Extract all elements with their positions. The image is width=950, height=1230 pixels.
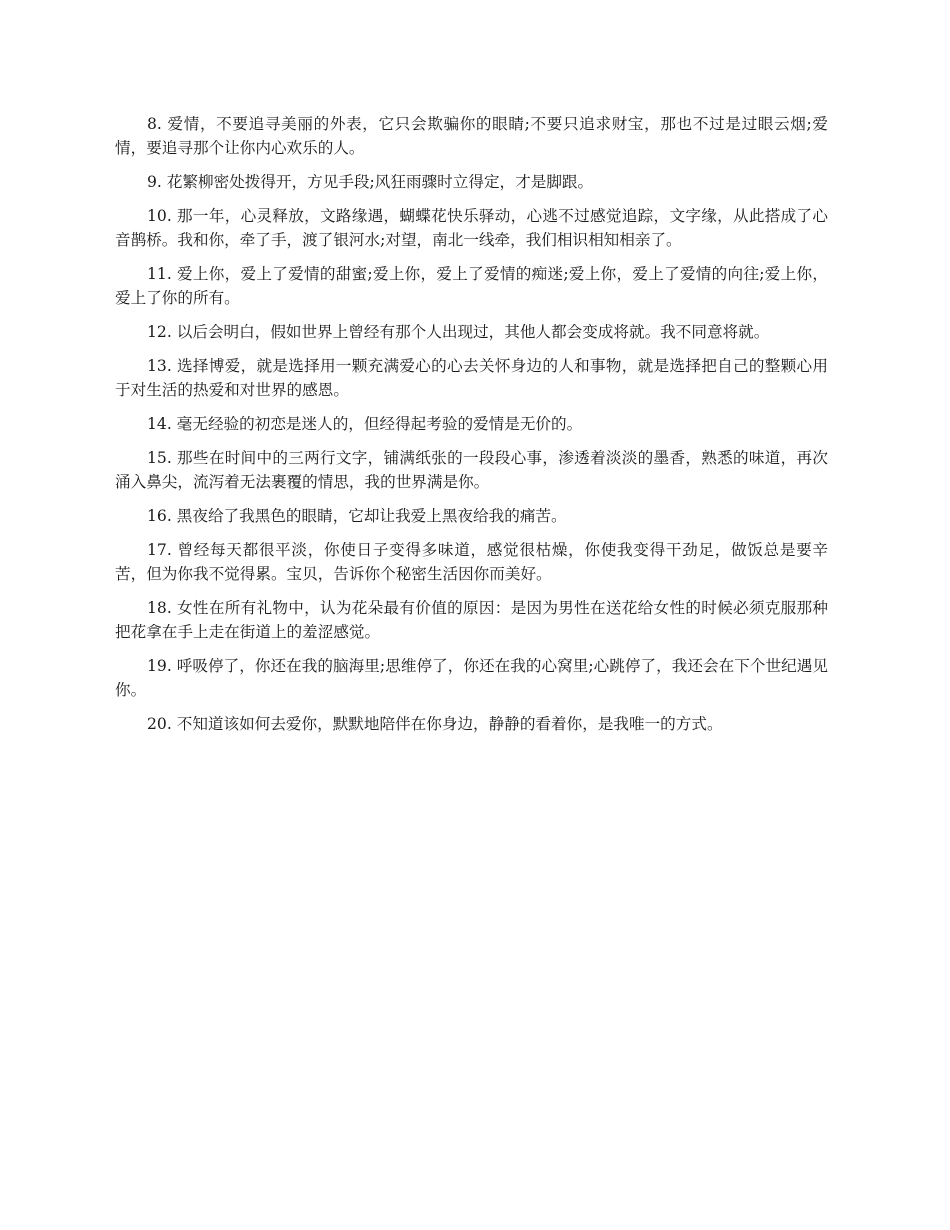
- paragraph-15: 15. 那些在时间中的三两行文字，铺满纸张的一段段心事，渗透着淡淡的墨香，熟悉的味道，再次涌入鼻尖，流泻着无法裹覆的情思，我的世界满是你。: [115, 449, 828, 491]
- paragraph-19: 19. 呼吸停了，你还在我的脑海里;思维停了，你还在我的心窝里;心跳停了，我还会在下个世纪遇见你。: [115, 657, 828, 699]
- paragraph-9: 9. 花繁柳密处拨得开，方见手段;风狂雨骤时立得定，才是脚跟。: [147, 173, 594, 191]
- paragraph-8: 8. 爱情，不要追寻美丽的外表，它只会欺骗你的眼睛;不要只追求财宝，那也不过是过眼云烟;爱情，要追寻那个让你内心欢乐的人。: [115, 115, 828, 157]
- paragraph-11: 11. 爱上你，爱上了爱情的甜蜜;爱上你，爱上了爱情的痴迷;爱上你，爱上了爱情的向往;爱上你，爱上了你的所有。: [115, 265, 828, 307]
- paragraph-13: 13. 选择博爱，就是选择用一颗充满爱心的心去关怀身边的人和事物，就是选择把自己的整颗心用于对生活的热爱和对世界的感恩。: [115, 357, 828, 399]
- paragraph-17: 17. 曾经每天都很平淡，你使日子变得多味道，感觉很枯燥，你使我变得干劲足，做饭总是要辛苦，但为你我不觉得累。宝贝，告诉你个秘密生活因你而美好。: [115, 541, 828, 583]
- paragraph-14: 14. 毫无经验的初恋是迷人的，但经得起考验的爱情是无价的。: [147, 415, 583, 433]
- paragraph-12: 12. 以后会明白，假如世界上曾经有那个人出现过，其他人都会变成将就。我不同意将就。: [147, 323, 770, 341]
- paragraph-10: 10. 那一年，心灵释放，文路缘遇，蝴蝶花快乐驿动，心逃不过感觉追踪，文字缘，从此搭成了心音鹊桥。我和你，牵了手，渡了银河水;对望，南北一线牵，我们相识相知相亲了。: [115, 207, 828, 249]
- document-body: [115, 112, 828, 746]
- paragraph-16: 16. 黑夜给了我黑色的眼睛，它却让我爱上黑夜给我的痛苦。: [147, 507, 567, 525]
- paragraph-20: 20. 不知道该如何去爱你，默默地陪伴在你身边，静静的看着你，是我唯一的方式。: [147, 715, 723, 733]
- paragraph-18: 18. 女性在所有礼物中，认为花朵最有价值的原因：是因为男性在送花给女性的时候必须克服那种把花拿在手上走在街道上的羞涩感觉。: [115, 599, 828, 641]
